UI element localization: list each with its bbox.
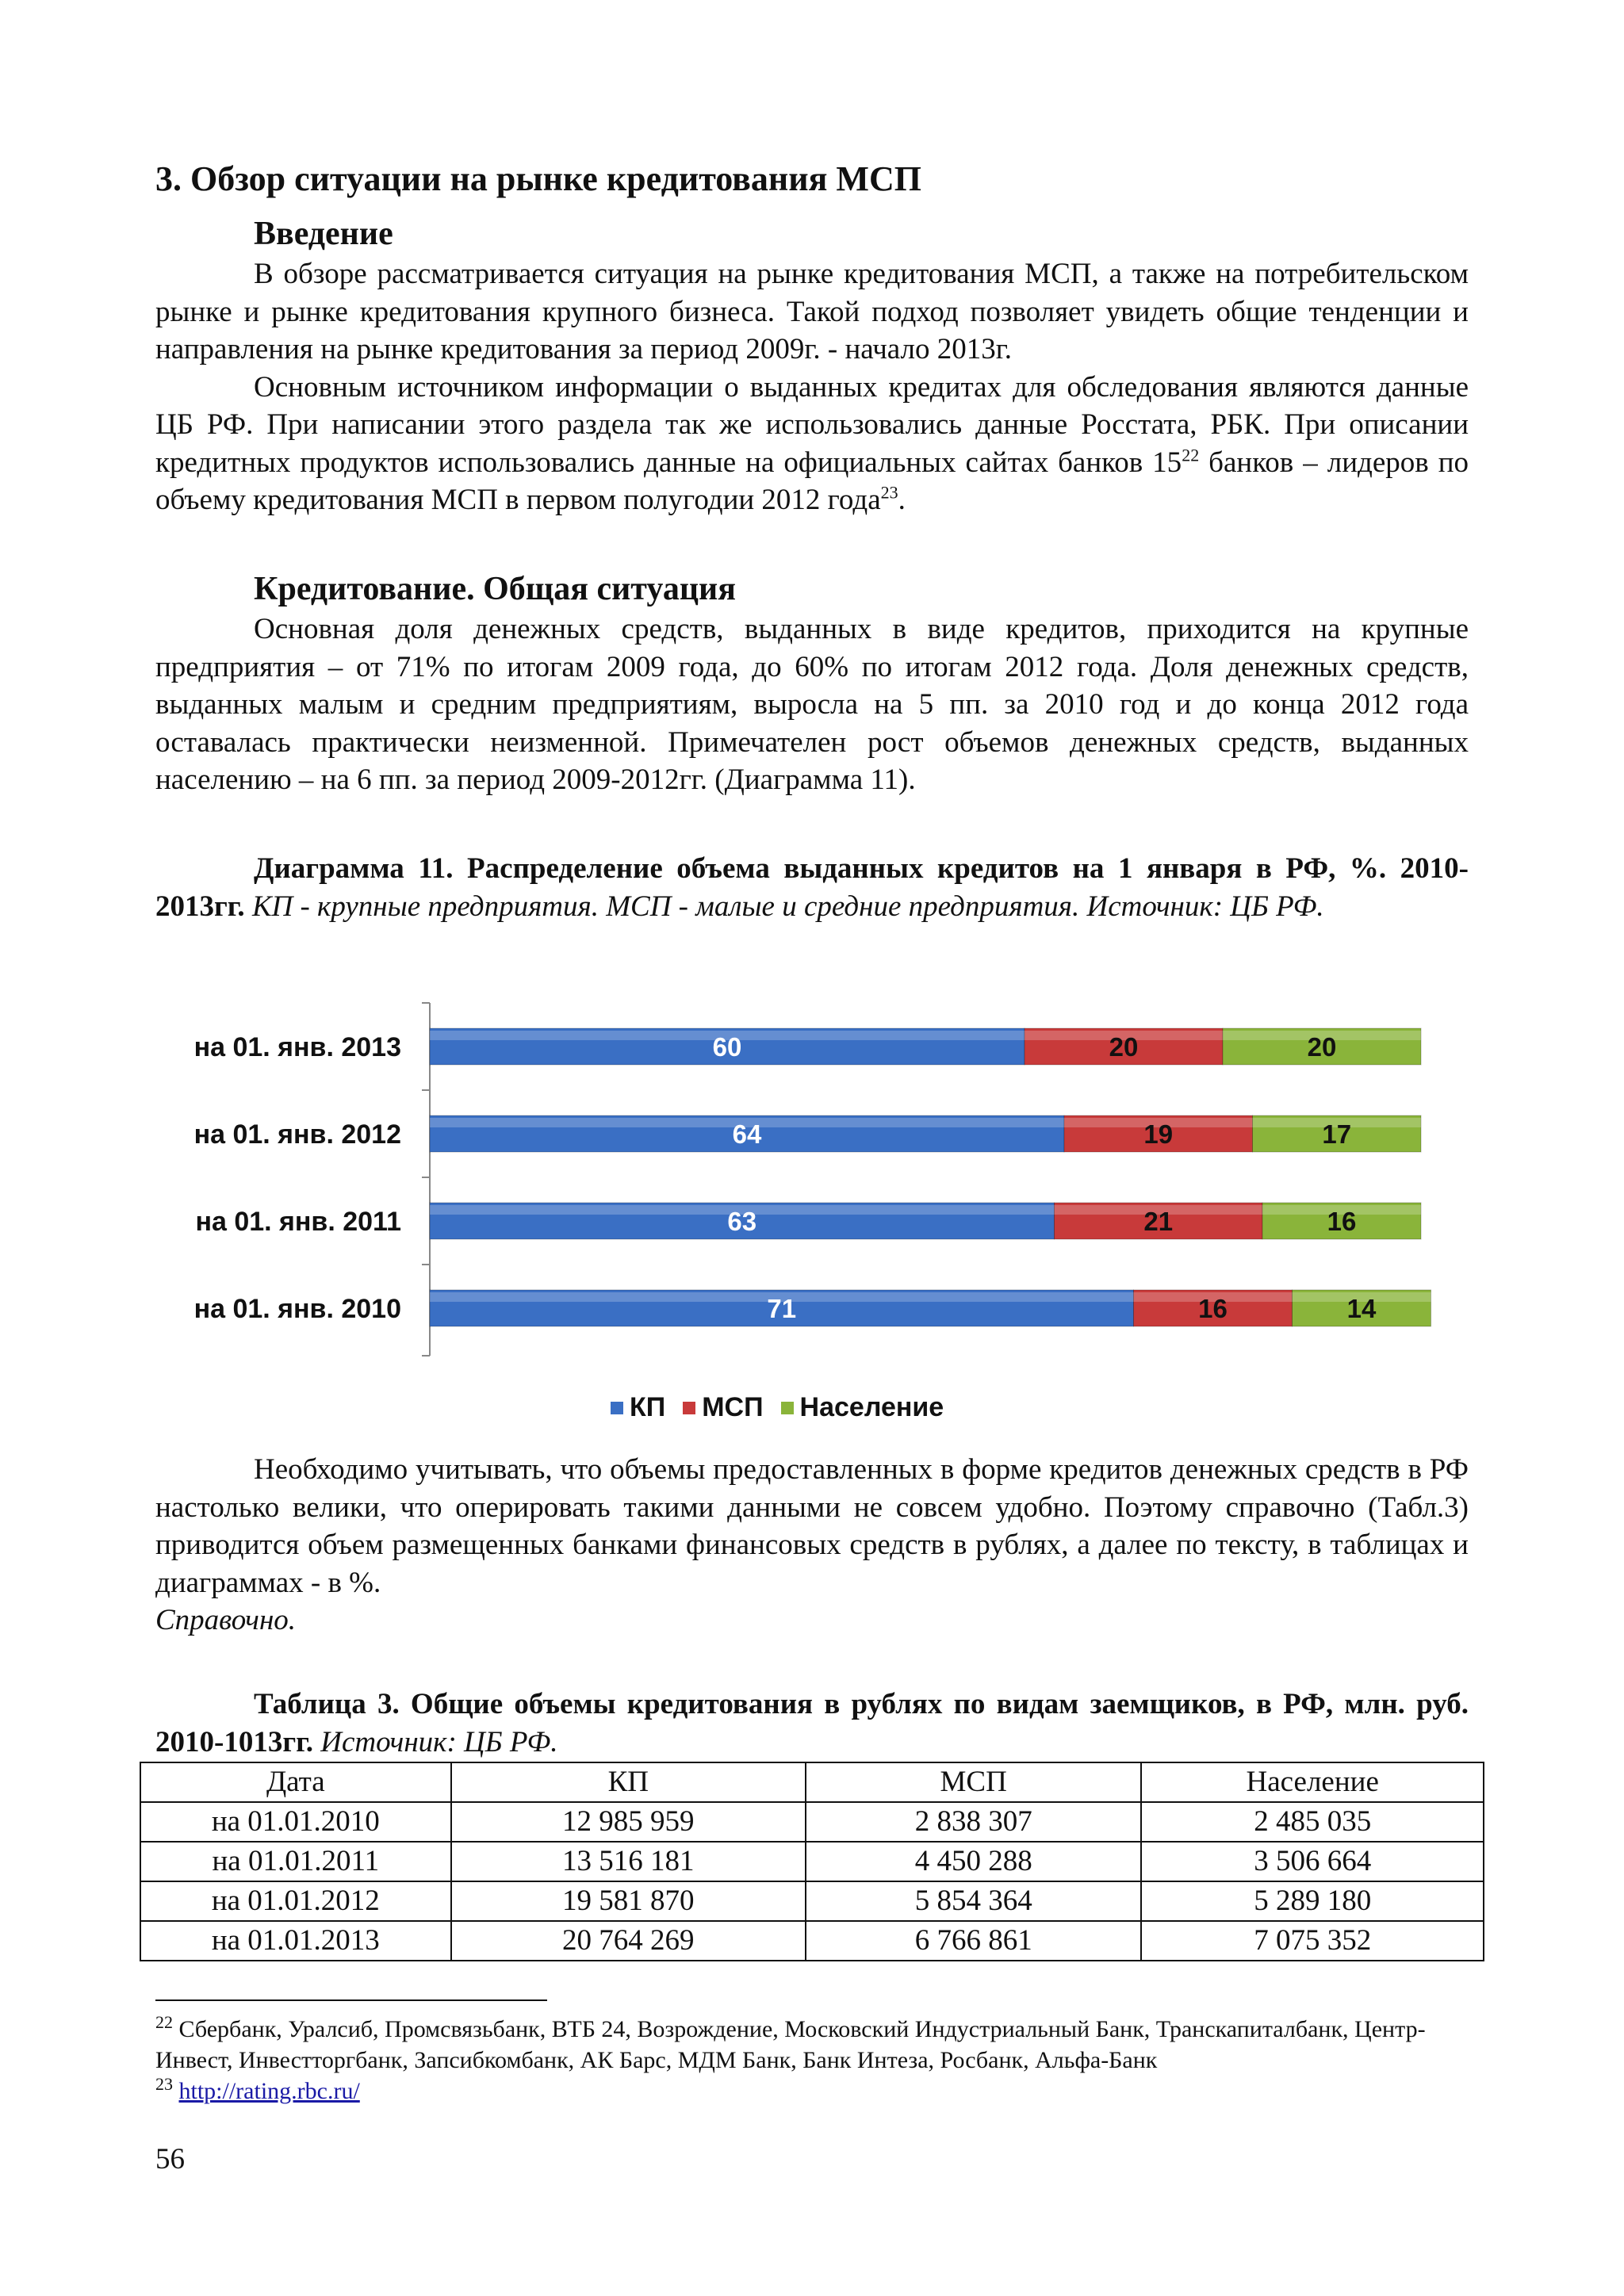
table-row (140, 1802, 1484, 1842)
intro-heading: Введение (254, 216, 393, 252)
data-label-msp: 19 (1143, 1119, 1174, 1149)
cell-date: на 01.01.2012 (140, 1881, 451, 1921)
cell-population: 7 075 352 (1141, 1921, 1484, 1961)
category-label: на 01. янв. 2010 (193, 1294, 401, 1324)
cell-date: на 01.01.2010 (140, 1802, 451, 1842)
cell-date: на 01.01.2013 (140, 1921, 451, 1961)
table-header-row (140, 1762, 1484, 1802)
intro-paragraph-1: В обзоре рассматривается ситуация на рынке кредитования МСП, а также на потребительском рынке и рынке кредитования крупного бизнеса. Такой подход позволяет увидеть общие тенденции и направления на рынке кредитования за период 2009г. - начало 2013г. (155, 258, 1469, 365)
data-label-population: 16 (1327, 1207, 1357, 1236)
rbc-rating-link[interactable]: http://rating.rbc.ru/ (178, 2078, 360, 2104)
data-label-kp: 63 (727, 1207, 757, 1236)
cell-population: 3 506 664 (1141, 1842, 1484, 1881)
table-row (140, 1881, 1484, 1921)
data-label-kp: 64 (732, 1119, 762, 1149)
footnote-23: $^{23}$ http://rating.rbc.ru/ (155, 2074, 360, 2104)
category-label: на 01. янв. 2011 (195, 1207, 401, 1237)
chart-caption-title: Диаграмма 11. Распределение объема выданных кредитов на 1 января в РФ, %. 2010-2013гг. (155, 852, 1469, 923)
general-paragraph-1: Основная доля денежных средств, выданных в виде кредитов, приходится на крупные предприятия – от 71% по итогам 2009 года, до 60% по итогам 2012 года. Доля денежных средств, выданных малым и средним предприятиям, выросла на 5 пп. за 2010 год и до конца 2012 года оставалась практически неизменной. Примечателен рост объемов денежных средств, выданных населению – на 6 пп. за период 2009-2012гг. (Диаграмма 11). (155, 613, 1469, 796)
intro-paragraph-2: Основным источником информации о выданных кредитах для обследования являются данные ЦБ РФ. При написании этого раздела так же использовались данные Росстата, РБК. При описании кредитных продуктов использовались данные на официальных сайтах банков $15^{22}$ банков – лидеров по объему кредитования МСП в первом полугодии 2012 года$^{23}$. (155, 370, 1469, 516)
cell-population: 2 485 035 (1141, 1802, 1484, 1842)
legend-item-population: Население (781, 1392, 944, 1423)
data-label-msp: 20 (1109, 1032, 1139, 1062)
footnote-22: $^{22}$ Сбербанк, Уралсиб, Промсвязьбанк, ВТБ 24, Возрождение, Московский Индустриальный Банк, Транскапиталбанк, Центр-Инвест, Инвестторгбанк, Запсибкомбанк, АК Барс, МДМ Банк, Банк Интеза, Росбанк, Альфа-Банк (155, 2012, 1426, 2073)
section-title: 3. Обзор ситуации на рынке кредитования МСП (155, 159, 921, 198)
cell-population: 5 289 180 (1141, 1881, 1484, 1921)
header-population: Население (1141, 1762, 1484, 1802)
data-label-population: 17 (1322, 1119, 1352, 1149)
data-label-kp: 60 (712, 1032, 742, 1062)
page-number: 56 (155, 2143, 185, 2175)
legend-swatch-msp (683, 1402, 695, 1414)
cell-kp: 19 581 870 (451, 1881, 806, 1921)
cell-msp: 4 450 288 (806, 1842, 1141, 1881)
footnote-ref-22: 22 (1182, 445, 1200, 465)
cell-kp: 20 764 269 (451, 1921, 806, 1961)
table-caption-note: Источник: ЦБ РФ. (313, 1726, 558, 1758)
legend-swatch-kp (611, 1402, 623, 1414)
footnotes (155, 2014, 1469, 2107)
data-label-population: 14 (1346, 1294, 1377, 1323)
cell-msp: 6 766 861 (806, 1921, 1141, 1961)
cell-date: на 01.01.2011 (140, 1842, 451, 1881)
intro-section (155, 255, 1469, 519)
table-row (140, 1921, 1484, 1961)
cell-kp: 12 985 959 (451, 1802, 806, 1842)
header-date: Дата (140, 1762, 451, 1802)
chart-canvas (155, 991, 1469, 1387)
legend-item-kp: КП (611, 1392, 665, 1423)
category-label: на 01. янв. 2012 (193, 1119, 401, 1150)
cell-kp: 13 516 181 (451, 1842, 806, 1881)
header-kp: КП (451, 1762, 806, 1802)
chart-legend (611, 1392, 944, 1423)
cell-msp: 5 854 364 (806, 1881, 1141, 1921)
general-heading: Кредитование. Общая ситуация (254, 571, 736, 607)
general-section (155, 610, 1469, 799)
chart-caption (155, 850, 1469, 926)
cell-msp: 2 838 307 (806, 1802, 1141, 1842)
table-caption-title: Таблица 3. Общие объемы кредитования в рублях по видам заемщиков, в РФ, млн. руб. 2010-1013гг. (155, 1688, 1469, 1758)
chart-caption-note: КП - крупные предприятия. МСП - малые и средние предприятия. Источник: ЦБ РФ. (244, 890, 1324, 923)
legend-swatch-population (781, 1402, 794, 1414)
table-row (140, 1842, 1484, 1881)
footnote-divider (155, 1999, 547, 2001)
legend-item-msp: МСП (683, 1392, 763, 1423)
credit-volume-table (140, 1762, 1484, 1961)
footnote-ref-23: 23 (880, 482, 898, 503)
reference-note: Справочно. (155, 1604, 297, 1636)
header-msp: МСП (806, 1762, 1141, 1802)
category-label: на 01. янв. 2013 (193, 1032, 401, 1062)
after-chart-paragraph: Необходимо учитывать, что объемы предоставленных в форме кредитов денежных средств в РФ настолько велики, что оперировать такими данными не совсем удобно. Поэтому справочно (Табл.3) приводится объем размещенных банками финансовых средств в рублях, а далее по тексту, в таблицах и диаграммах - в %. (155, 1453, 1469, 1599)
data-label-msp: 21 (1143, 1207, 1174, 1236)
data-label-msp: 16 (1198, 1294, 1228, 1323)
stacked-bar-chart (155, 991, 1469, 1435)
after-chart-section (155, 1451, 1469, 1640)
data-label-population: 20 (1307, 1032, 1337, 1062)
table-caption (155, 1686, 1469, 1762)
data-label-kp: 71 (767, 1294, 797, 1323)
